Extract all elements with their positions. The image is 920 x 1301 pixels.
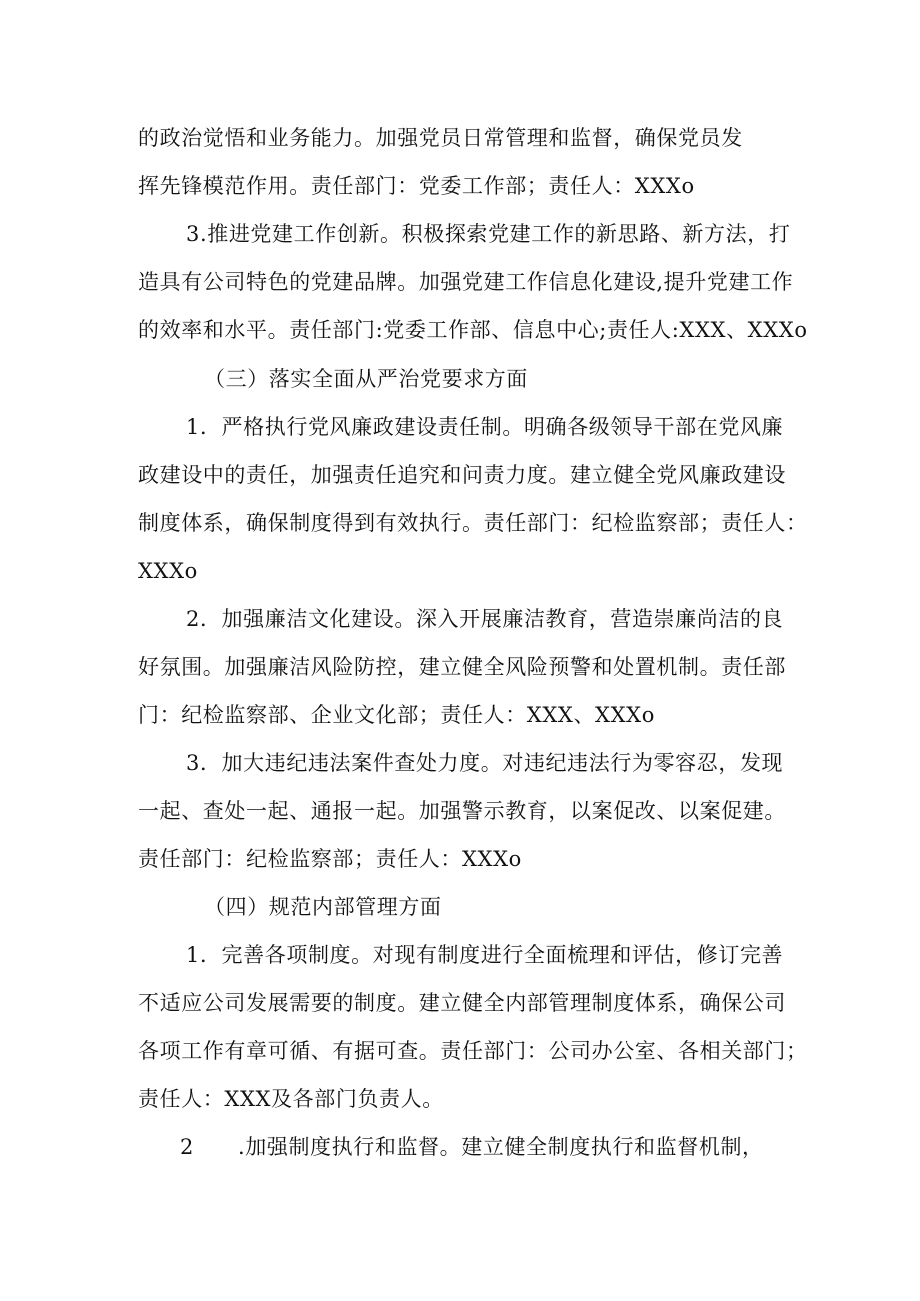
text-line: 1．完善各项制度。对现有制度进行全面梳理和评估，修订完善 [186, 943, 784, 967]
list-number: 2 [180, 1135, 194, 1159]
text-line: 3.推进党建工作创新。积极探索党建工作的新思路、新方法，打 [186, 222, 791, 246]
text-line: 造具有公司特色的党建品牌。加强党建工作信息化建设,提升党建工作 [138, 270, 794, 294]
text-line: 一起、查处一起、通报一起。加强警示教育，以案促改、以案促建。 [138, 799, 786, 823]
text-line [180, 1133, 764, 1161]
text-line: XXXo [138, 559, 198, 583]
text-line: 各项工作有章可循、有据可查。责任部门：公司办公室、各相关部门； [138, 1039, 808, 1063]
text-line: 门：纪检监察部、企业文化部；责任人：XXX、XXXo [138, 703, 655, 727]
text-line: 责任部门：纪检监察部；责任人：XXXo [138, 847, 522, 871]
list-text: .加强制度执行和监督。建立健全制度执行和监督机制， [237, 1135, 764, 1159]
text-line: 3．加大违纪违法案件查处力度。对违纪违法行为零容忍，发现 [186, 751, 784, 775]
section-heading: （四）规范内部管理方面 [204, 895, 442, 919]
text-line: 好氛围。加强廉洁风险防控，建立健全风险预警和处置机制。责任部 [138, 655, 786, 679]
text-line: 政建设中的责任，加强责任追究和问责力度。建立健全党风廉政建设 [138, 463, 786, 487]
text-line: 2．加强廉洁文化建设。深入开展廉洁教育，营造崇廉尚洁的良 [186, 607, 784, 631]
section-heading: （三）落实全面从严治党要求方面 [204, 367, 528, 391]
text-line: 1．严格执行党风廉政建设责任制。明确各级领导干部在党风廉 [186, 415, 784, 439]
text-line: 的政治觉悟和业务能力。加强党员日常管理和监督，确保党员发 [138, 126, 743, 150]
text-line: 责任人：XXX及各部门负责人。 [138, 1087, 444, 1111]
text-line: 挥先锋模范作用。责任部门：党委工作部；责任人：XXXo [138, 174, 695, 198]
text-line: 不适应公司发展需要的制度。建立健全内部管理制度体系，确保公司 [138, 991, 786, 1015]
text-line: 制度体系，确保制度得到有效执行。责任部门：纪检监察部；责任人： [138, 511, 808, 535]
text-line: 的效率和水平。责任部门:党委工作部、信息中心;责任人:XXX、XXXo [138, 318, 808, 342]
